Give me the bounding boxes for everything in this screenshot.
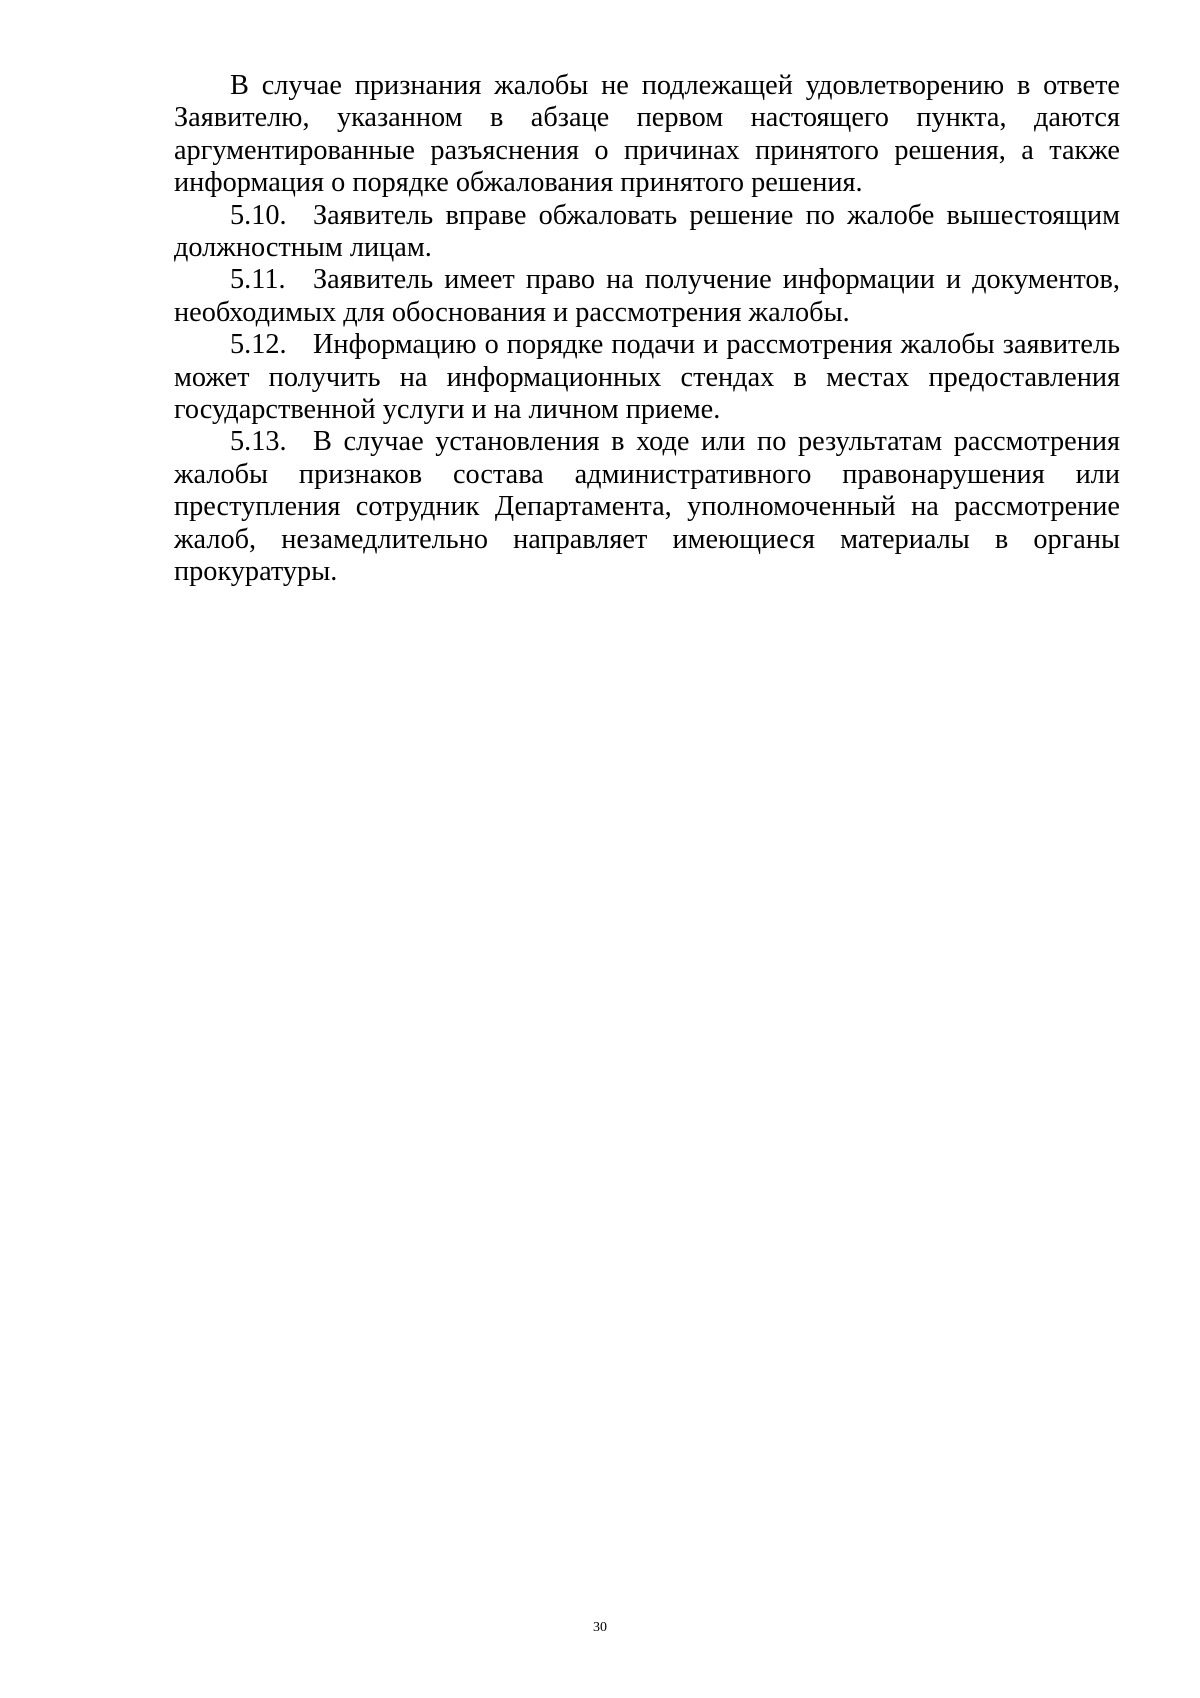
paragraph-5-10: [174, 200, 1120, 265]
paragraph-5-13: [174, 426, 1120, 588]
paragraph-text: В случае признания жалобы не подлежащей удовлетворению в ответе Заявителю, указанном в абзаце первом настоящего пункта, даются аргументированные разъяснения о причинах принятого решения, а также информация о порядке обжалования принятого решения.: [174, 70, 1120, 199]
paragraph-number: 5.11.: [230, 264, 286, 296]
paragraph-number: 5.10.: [230, 199, 287, 231]
paragraph-text: В случае установления в ходе или по результатам рассмотрения жалобы признаков состава административного правонарушения или преступления сотрудник Департамента, уполномоченный на рассмотрение жалоб, незамедлительно направляет имеющиеся материалы в органы прокуратуры.: [174, 426, 1120, 588]
paragraph-number: 5.13.: [230, 426, 287, 458]
paragraph-number: 5.12.: [230, 329, 287, 361]
document-body: [174, 70, 1120, 589]
paragraph-text: Заявитель имеет право на получение информации и документов, необходимых для обоснования и рассмотрения жалобы.: [174, 264, 1120, 328]
paragraph-5-12: [174, 329, 1120, 426]
paragraph-text: Информацию о порядке подачи и рассмотрения жалобы заявитель может получить на информационных стендах в местах предоставления государственной услуги и на личном приеме.: [174, 329, 1120, 426]
page-number: 30: [593, 1620, 607, 1635]
paragraph-5-11: [174, 264, 1120, 329]
paragraph-text: Заявитель вправе обжаловать решение по жалобе вышестоящим должностным лицам.: [174, 199, 1120, 264]
paragraph-complaint-rejection: [174, 70, 1120, 200]
